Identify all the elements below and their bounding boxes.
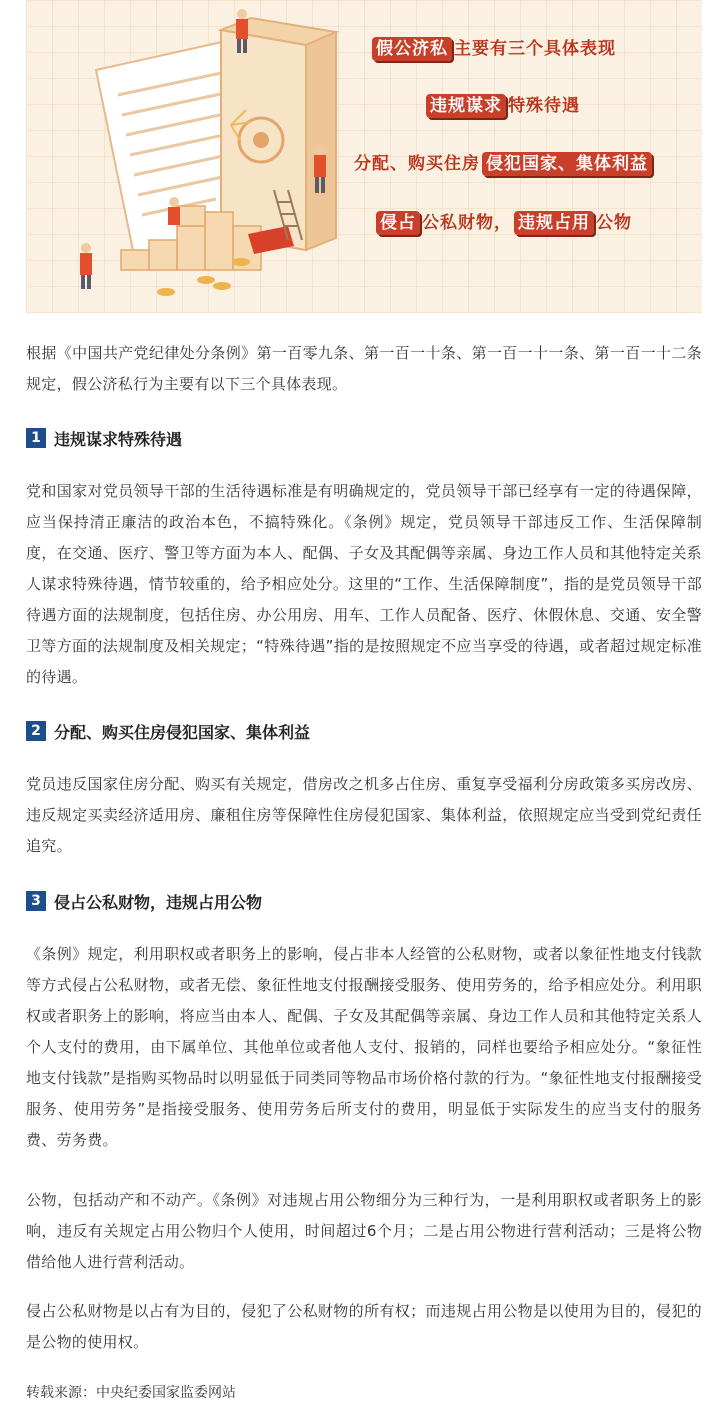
section-1-paragraph-1: 党和国家对党员领导干部的生活待遇标准是有明确规定的，党员领导干部已经享有一定的待遇保障，应当保持清正廉洁的政治本色，不搞特殊化。《条例》规定，党员领导干部违反工作、生活保障制度，在交通、医疗、警卫等方面为本人、配偶、子女及其配偶等亲属、身边工作人员和其他特定关系人谋求特殊待遇，情节较重的，给予相应处分。这里的“工作、生活保障制度”，指的是党员领导干部待遇方面的法规制度，包括住房、办公用房、用车、工作人员配备、医疗、休假休息、交通、安全警卫等方面的法规制度及相关规定；“特殊待遇”指的是按照规定不应当享受的待遇，或者超过规定标准的待遇。: [26, 482, 702, 686]
banner-line-3-highlight: 侵犯国家、集体利益: [482, 152, 652, 176]
section-3-heading: [26, 890, 262, 912]
banner-line-3-text: 分配、购买住房: [354, 154, 480, 174]
section-3-paragraph-2: 公物，包括动产和不动产。《条例》对违规占用公物细分为三种行为，一是利用职权或者职务上的影响，违反有关规定占用公物归个人使用，时间超过6个月；二是占用公物进行营利活动；三是将公物借给他人进行营利活动。: [26, 1191, 702, 1271]
section-2-heading: [26, 720, 310, 742]
section-1-number-badge: 1: [26, 428, 46, 448]
section-2-number-badge: 2: [26, 721, 46, 741]
banner-line-1-text: 主要有三个具体表现: [454, 39, 616, 59]
banner-line-1-highlight: 假公济私: [372, 37, 452, 61]
section-3-paragraph-3: 侵占公私财物是以占有为目的，侵犯了公私财物的所有权；而违规占用公物是以使用为目的，侵犯的是公物的使用权。: [26, 1302, 702, 1351]
section-2-paragraph-1: 党员违反国家住房分配、购买有关规定，借房改之机多占住房、重复享受福利分房政策多买房改房、违反规定买卖经济适用房、廉租住房等保障性住房侵犯国家、集体利益，依照规定应当受到党纪责任追究。: [26, 775, 702, 855]
banner-line-4-text-a: 公私财物，: [422, 213, 512, 233]
banner-line-2-highlight: 违规谋求: [426, 94, 506, 118]
banner-line-4-highlight-b: 违规占用: [514, 211, 594, 235]
section-1-title: 违规谋求特殊待遇: [54, 429, 183, 449]
banner-line-1: [372, 34, 618, 59]
banner-illustration: [26, 0, 702, 313]
intro-paragraph: 根据《中国共产党纪律处分条例》第一百零九条、第一百一十条、第一百一十一条、第一百一十二条规定，假公济私行为主要有以下三个具体表现。: [26, 344, 702, 393]
section-1-heading: [26, 427, 182, 449]
section-3-paragraph-1: 《条例》规定，利用职权或者职务上的影响，侵占非本人经管的公私财物，或者以象征性地支付钱款等方式侵占公私财物，或者无偿、象征性地支付报酬接受服务、使用劳务的，给予相应处分。利用职权或者职务上的影响，将应当由本人、配偶、子女及其配偶等亲属、身边工作人员和其他特定关系人个人支付的费用，由下属单位、其他单位或者他人支付、报销的，同样也要给予相应处分。“象征性地支付钱款”是指购买物品时以明显低于同类同等物品市场价格付款的行为。“象征性地支付报酬接受服务、使用劳务”是指接受服务、使用劳务后所支付的费用，明显低于实际发生的应当支付的服务费、劳务费。: [26, 945, 702, 1149]
banner-line-3: [352, 149, 652, 174]
banner-line-4-highlight-a: 侵占: [376, 211, 420, 235]
banner-line-4: [376, 208, 634, 233]
section-3-number-badge: 3: [26, 891, 46, 911]
section-3-title: 侵占公私财物，违规占用公物: [54, 892, 263, 912]
banner-line-2-text: 特殊待遇: [508, 96, 580, 116]
source-attribution: 转载来源：中央纪委国家监委网站: [26, 1385, 236, 1401]
section-2-title: 分配、购买住房侵犯国家、集体利益: [54, 722, 311, 742]
banner-line-2: [426, 91, 582, 116]
banner-line-4-text-b: 公物: [596, 213, 632, 233]
